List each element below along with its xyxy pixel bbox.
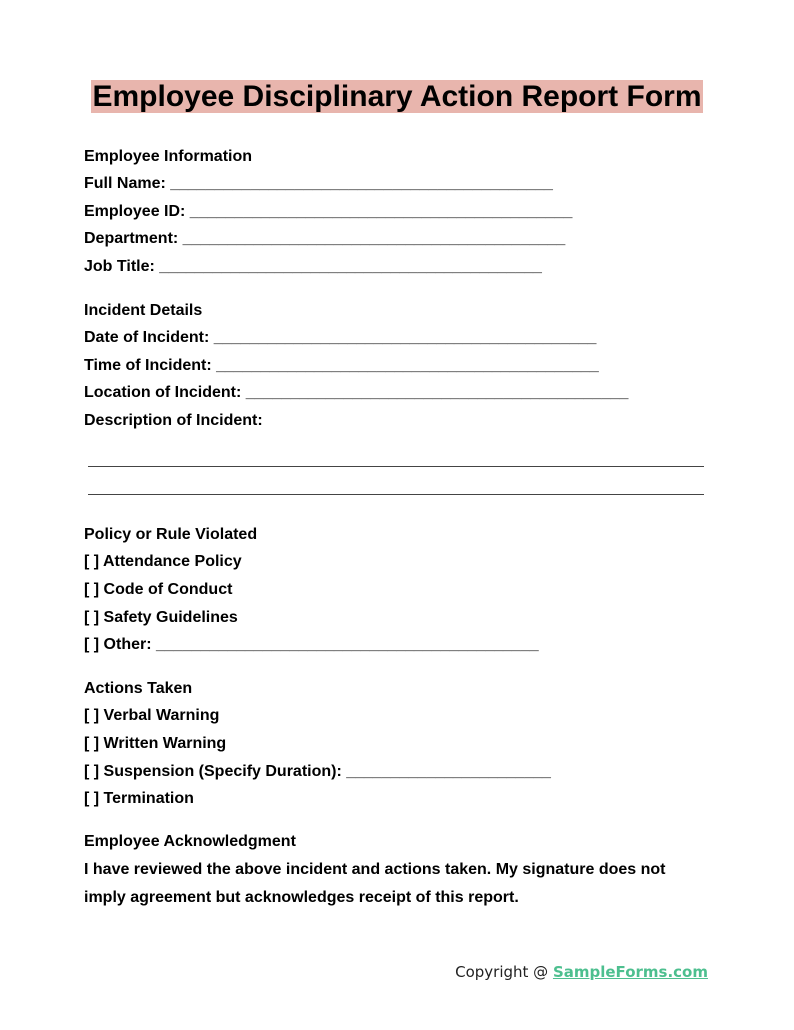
action-option-verbal-warning[interactable]: [ ] Verbal Warning	[84, 707, 220, 724]
acknowledgment-text-line-2: imply agreement but acknowledges receipt of this report.	[84, 889, 519, 906]
description-line-2[interactable]	[88, 494, 704, 495]
action-option-termination[interactable]: [ ] Termination	[84, 790, 194, 807]
brand-link[interactable]: SampleForms.com	[552, 963, 708, 981]
employee-id-field[interactable]: Employee ID: ___________________________________________	[84, 203, 573, 220]
time-of-incident-field[interactable]: Time of Incident: ___________________________________________	[84, 357, 599, 374]
action-option-suspension[interactable]: [ ] Suspension (Specify Duration): _______________________	[84, 763, 551, 780]
policy-option-code-of-conduct[interactable]: [ ] Code of Conduct	[84, 581, 233, 598]
full-name-field[interactable]: Full Name: ___________________________________________	[84, 175, 553, 192]
policy-option-safety[interactable]: [ ] Safety Guidelines	[84, 609, 238, 626]
policy-heading: Policy or Rule Violated	[84, 526, 258, 543]
copyright-footer	[455, 962, 708, 982]
action-option-written-warning[interactable]: [ ] Written Warning	[84, 735, 227, 752]
acknowledgment-text-line-1: I have reviewed the above incident and actions taken. My signature does not	[84, 861, 666, 878]
department-field[interactable]: Department: ___________________________________________	[84, 230, 566, 247]
description-of-incident-label: Description of Incident:	[84, 412, 263, 429]
form-title	[0, 80, 794, 114]
employee-info-heading: Employee Information	[84, 148, 253, 165]
policy-option-attendance[interactable]: [ ] Attendance Policy	[84, 553, 242, 570]
location-of-incident-field[interactable]: Location of Incident: ___________________________________________	[84, 384, 629, 401]
incident-details-heading: Incident Details	[84, 302, 203, 319]
policy-option-other[interactable]: [ ] Other: ___________________________________________	[84, 636, 539, 653]
acknowledgment-heading: Employee Acknowledgment	[84, 833, 296, 850]
date-of-incident-field[interactable]: Date of Incident: ___________________________________________	[84, 329, 597, 346]
description-line-1[interactable]	[88, 466, 704, 467]
copyright-prefix: Copyright @	[455, 963, 553, 981]
job-title-field[interactable]: Job Title: ___________________________________________	[84, 258, 542, 275]
actions-heading: Actions Taken	[84, 680, 193, 697]
form-title-text: Employee Disciplinary Action Report Form	[92, 80, 702, 113]
